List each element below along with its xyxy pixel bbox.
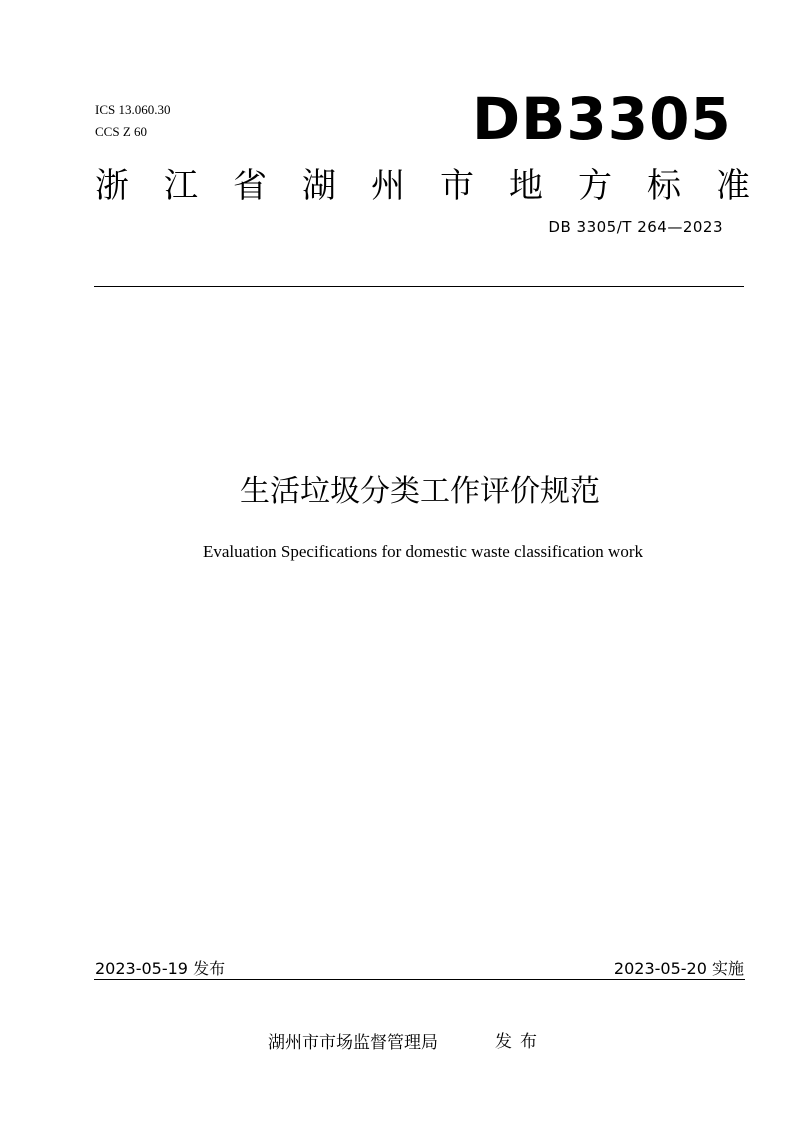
top-divider [94, 286, 744, 287]
header-title-char: 方 [578, 166, 612, 206]
issue-label: 发布 [495, 1032, 545, 1052]
header-title-char: 市 [440, 166, 474, 206]
header-title-char: 地 [509, 166, 543, 206]
header-title-char: 江 [164, 166, 198, 206]
header-title-char: 州 [371, 166, 405, 206]
header-title [95, 164, 750, 208]
header-title-char: 浙 [95, 166, 129, 206]
document-title-en: Evaluation Specifications for domestic waste classification work [203, 542, 643, 561]
bottom-divider [94, 979, 745, 980]
issuing-authority: 湖州市市场监督管理局 [268, 1033, 438, 1053]
header-title-char: 湖 [302, 166, 336, 206]
header-title-char: 标 [647, 166, 681, 206]
document-title-cn: 生活垃圾分类工作评价规范 [240, 474, 600, 509]
ccs-code: CCS Z 60 [95, 124, 148, 139]
standard-number: DB 3305/T 264—2023 [548, 218, 723, 236]
implement-date: 2023-05-20 实施 [613, 959, 744, 978]
ics-code: ICS 13.060.30 [95, 102, 171, 117]
header-title-char: 省 [233, 166, 267, 206]
header-title-char: 准 [716, 166, 750, 206]
standard-logo: DB3305 [472, 85, 732, 153]
publish-date: 2023-05-19 发布 [95, 959, 226, 978]
